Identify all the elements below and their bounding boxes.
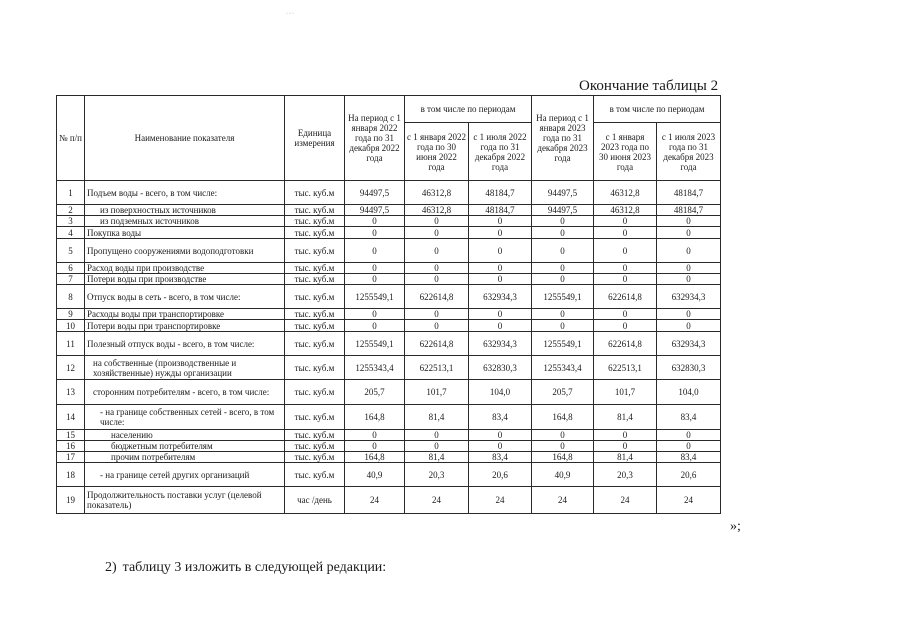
row-value: 0 xyxy=(532,216,594,227)
row-value: 101,7 xyxy=(594,380,657,405)
page-marker xyxy=(286,12,300,16)
row-value: 0 xyxy=(657,320,721,332)
row-indicator-name: населению xyxy=(85,430,285,441)
row-value: 0 xyxy=(594,274,657,285)
row-value: 0 xyxy=(594,430,657,441)
row-value: 0 xyxy=(405,239,469,263)
row-value: 0 xyxy=(594,227,657,239)
table-row xyxy=(57,320,721,332)
row-unit: тыс. куб.м xyxy=(285,263,345,274)
row-indicator-name: из подземных источников xyxy=(85,216,285,227)
row-value: 622513,1 xyxy=(594,356,657,380)
row-value: 0 xyxy=(532,430,594,441)
row-value: 1255549,1 xyxy=(532,332,594,356)
table-row xyxy=(57,430,721,441)
row-indicator-name: Покупка воды xyxy=(85,227,285,239)
row-value: 46312,8 xyxy=(405,181,469,205)
row-number: 14 xyxy=(57,405,85,430)
row-value: 0 xyxy=(405,216,469,227)
row-value: 0 xyxy=(532,274,594,285)
row-indicator-name: Расходы воды при транспортировке xyxy=(85,309,285,320)
row-value: 24 xyxy=(405,487,469,514)
row-value: 164,8 xyxy=(345,452,405,463)
row-value: 1255343,4 xyxy=(532,356,594,380)
row-value: 0 xyxy=(469,430,532,441)
amendment-paragraph xyxy=(105,560,386,576)
row-value: 0 xyxy=(405,274,469,285)
row-unit: тыс. куб.м xyxy=(285,430,345,441)
row-value: 24 xyxy=(469,487,532,514)
header-num: № п/п xyxy=(57,96,85,181)
header-h2-2023: с 1 июля 2023 года по 31 декабря 2023 года xyxy=(657,123,721,181)
header-group-2023: в том числе по периодам xyxy=(594,96,721,123)
row-number: 6 xyxy=(57,263,85,274)
row-value: 48184,7 xyxy=(469,205,532,216)
row-indicator-name: Полезный отпуск воды - всего, в том числе: xyxy=(85,332,285,356)
row-value: 0 xyxy=(469,320,532,332)
row-unit: тыс. куб.м xyxy=(285,274,345,285)
header-group-2022: в том числе по периодам xyxy=(405,96,532,123)
row-value: 48184,7 xyxy=(657,205,721,216)
row-value: 0 xyxy=(345,274,405,285)
row-number: 18 xyxy=(57,463,85,487)
table-row xyxy=(57,332,721,356)
row-value: 101,7 xyxy=(405,380,469,405)
row-value: 0 xyxy=(532,309,594,320)
table-row xyxy=(57,181,721,205)
row-unit: тыс. куб.м xyxy=(285,320,345,332)
row-value: 0 xyxy=(594,320,657,332)
header-h2-2022: с 1 июля 2022 года по 31 декабря 2022 года xyxy=(469,123,532,181)
row-value: 24 xyxy=(657,487,721,514)
row-value: 0 xyxy=(657,227,721,239)
row-value: 0 xyxy=(405,430,469,441)
row-value: 0 xyxy=(345,239,405,263)
row-indicator-name: сторонним потребителям - всего, в том числе: xyxy=(85,380,285,405)
row-value: 164,8 xyxy=(345,405,405,430)
row-value: 0 xyxy=(469,309,532,320)
row-number: 7 xyxy=(57,274,85,285)
row-indicator-name: Продолжительность поставки услуг (целевой показатель) xyxy=(85,487,285,514)
row-value: 40,9 xyxy=(532,463,594,487)
row-indicator-name: Потери воды при транспортировке xyxy=(85,320,285,332)
row-value: 81,4 xyxy=(594,405,657,430)
row-value: 24 xyxy=(345,487,405,514)
table-row xyxy=(57,285,721,309)
row-value: 632830,3 xyxy=(657,356,721,380)
table-row xyxy=(57,239,721,263)
header-period-2022: На период с 1 января 2022 года по 31 декабря 2022 года xyxy=(345,96,405,181)
row-value: 622614,8 xyxy=(594,285,657,309)
row-unit: тыс. куб.м xyxy=(285,380,345,405)
header-name: Наименование показателя xyxy=(85,96,285,181)
header-h1-2023: с 1 января 2023 года по 30 июня 2023 года xyxy=(594,123,657,181)
row-unit: тыс. куб.м xyxy=(285,356,345,380)
row-indicator-name: - на границе сетей других организаций xyxy=(85,463,285,487)
row-value: 0 xyxy=(657,216,721,227)
row-value: 81,4 xyxy=(594,452,657,463)
row-number: 10 xyxy=(57,320,85,332)
row-value: 81,4 xyxy=(405,452,469,463)
row-value: 0 xyxy=(594,441,657,452)
row-value: 83,4 xyxy=(657,405,721,430)
row-value: 0 xyxy=(405,309,469,320)
row-number: 9 xyxy=(57,309,85,320)
row-number: 3 xyxy=(57,216,85,227)
table-row xyxy=(57,216,721,227)
row-value: 20,3 xyxy=(405,463,469,487)
row-unit: час /день xyxy=(285,487,345,514)
row-value: 104,0 xyxy=(469,380,532,405)
row-value: 0 xyxy=(345,430,405,441)
table-row xyxy=(57,405,721,430)
row-unit: тыс. куб.м xyxy=(285,441,345,452)
row-value: 0 xyxy=(594,216,657,227)
row-value: 632934,3 xyxy=(469,332,532,356)
row-value: 164,8 xyxy=(532,452,594,463)
row-value: 0 xyxy=(594,309,657,320)
row-value: 0 xyxy=(469,216,532,227)
row-value: 1255549,1 xyxy=(345,285,405,309)
row-unit: тыс. куб.м xyxy=(285,227,345,239)
row-value: 0 xyxy=(345,227,405,239)
row-value: 0 xyxy=(405,227,469,239)
row-unit: тыс. куб.м xyxy=(285,452,345,463)
row-value: 94497,5 xyxy=(345,181,405,205)
row-value: 0 xyxy=(345,216,405,227)
row-value: 24 xyxy=(594,487,657,514)
table-row xyxy=(57,227,721,239)
row-number: 12 xyxy=(57,356,85,380)
row-value: 0 xyxy=(405,441,469,452)
row-value: 0 xyxy=(469,274,532,285)
row-value: 40,9 xyxy=(345,463,405,487)
row-unit: тыс. куб.м xyxy=(285,332,345,356)
row-value: 0 xyxy=(532,441,594,452)
row-value: 622614,8 xyxy=(594,332,657,356)
row-unit: тыс. куб.м xyxy=(285,285,345,309)
row-value: 622513,1 xyxy=(405,356,469,380)
row-value: 20,3 xyxy=(594,463,657,487)
row-number: 5 xyxy=(57,239,85,263)
row-value: 48184,7 xyxy=(657,181,721,205)
row-value: 0 xyxy=(469,239,532,263)
row-value: 0 xyxy=(469,441,532,452)
row-indicator-name: на собственные (производственные и хозяйственные) нужды организации xyxy=(85,356,285,380)
row-value: 48184,7 xyxy=(469,181,532,205)
row-value: 83,4 xyxy=(657,452,721,463)
row-number: 1 xyxy=(57,181,85,205)
header-h1-2022: с 1 января 2022 года по 30 июня 2022 года xyxy=(405,123,469,181)
row-value: 20,6 xyxy=(657,463,721,487)
data-table xyxy=(56,95,721,514)
row-indicator-name: из поверхностных источников xyxy=(85,205,285,216)
paragraph-number: 2) xyxy=(105,560,117,575)
row-indicator-name: Пропущено сооружениями водоподготовки xyxy=(85,239,285,263)
row-unit: тыс. куб.м xyxy=(285,405,345,430)
table-body xyxy=(57,181,721,514)
row-unit: тыс. куб.м xyxy=(285,205,345,216)
row-value: 632830,3 xyxy=(469,356,532,380)
row-value: 205,7 xyxy=(345,380,405,405)
table-row xyxy=(57,452,721,463)
table-row xyxy=(57,380,721,405)
row-value: 0 xyxy=(345,309,405,320)
row-number: 16 xyxy=(57,441,85,452)
row-value: 46312,8 xyxy=(405,205,469,216)
row-unit: тыс. куб.м xyxy=(285,239,345,263)
row-value: 0 xyxy=(469,263,532,274)
table-caption: Окончание таблицы 2 xyxy=(579,78,719,94)
row-value: 0 xyxy=(532,263,594,274)
row-value: 83,4 xyxy=(469,452,532,463)
table-row xyxy=(57,463,721,487)
row-value: 0 xyxy=(657,441,721,452)
row-value: 205,7 xyxy=(532,380,594,405)
row-value: 0 xyxy=(594,239,657,263)
row-value: 94497,5 xyxy=(345,205,405,216)
row-value: 46312,8 xyxy=(594,205,657,216)
row-value: 94497,5 xyxy=(532,205,594,216)
row-value: 0 xyxy=(532,227,594,239)
row-indicator-name: бюджетным потребителям xyxy=(85,441,285,452)
row-value: 81,4 xyxy=(405,405,469,430)
table-row xyxy=(57,274,721,285)
header-period-2023: На период с 1 января 2023 года по 31 декабря 2023 года xyxy=(532,96,594,181)
table-row xyxy=(57,309,721,320)
row-value: 0 xyxy=(532,320,594,332)
row-number: 8 xyxy=(57,285,85,309)
row-value: 0 xyxy=(657,430,721,441)
row-unit: тыс. куб.м xyxy=(285,463,345,487)
row-indicator-name: Расход воды при производстве xyxy=(85,263,285,274)
row-value: 1255343,4 xyxy=(345,356,405,380)
row-value: 1255549,1 xyxy=(345,332,405,356)
row-value: 0 xyxy=(657,239,721,263)
table-row xyxy=(57,441,721,452)
row-value: 24 xyxy=(532,487,594,514)
row-value: 0 xyxy=(405,320,469,332)
row-value: 104,0 xyxy=(657,380,721,405)
row-value: 0 xyxy=(345,263,405,274)
row-value: 20,6 xyxy=(469,463,532,487)
closing-quote-mark: »; xyxy=(730,519,741,534)
row-unit: тыс. куб.м xyxy=(285,181,345,205)
row-unit: тыс. куб.м xyxy=(285,309,345,320)
row-indicator-name: Подъем воды - всего, в том числе: xyxy=(85,181,285,205)
row-indicator-name: Отпуск воды в сеть - всего, в том числе: xyxy=(85,285,285,309)
row-number: 15 xyxy=(57,430,85,441)
row-value: 83,4 xyxy=(469,405,532,430)
row-value: 1255549,1 xyxy=(532,285,594,309)
row-value: 0 xyxy=(405,263,469,274)
row-value: 164,8 xyxy=(532,405,594,430)
row-value: 0 xyxy=(345,441,405,452)
row-indicator-name: - на границе собственных сетей - всего, в том числе: xyxy=(85,405,285,430)
row-value: 0 xyxy=(345,320,405,332)
row-value: 46312,8 xyxy=(594,181,657,205)
row-value: 632934,3 xyxy=(469,285,532,309)
row-number: 4 xyxy=(57,227,85,239)
table-row xyxy=(57,263,721,274)
row-value: 632934,3 xyxy=(657,332,721,356)
row-value: 0 xyxy=(469,227,532,239)
row-value: 0 xyxy=(594,263,657,274)
table-row xyxy=(57,487,721,514)
header-unit: Единица измерения xyxy=(285,96,345,181)
row-number: 19 xyxy=(57,487,85,514)
row-value: 622614,8 xyxy=(405,332,469,356)
row-value: 0 xyxy=(657,309,721,320)
row-value: 0 xyxy=(532,239,594,263)
row-value: 0 xyxy=(657,263,721,274)
row-number: 17 xyxy=(57,452,85,463)
row-value: 632934,3 xyxy=(657,285,721,309)
row-indicator-name: прочим потребителям xyxy=(85,452,285,463)
row-number: 2 xyxy=(57,205,85,216)
row-number: 11 xyxy=(57,332,85,356)
row-indicator-name: Потери воды при производстве xyxy=(85,274,285,285)
table-row xyxy=(57,356,721,380)
row-value: 0 xyxy=(657,274,721,285)
row-value: 94497,5 xyxy=(532,181,594,205)
row-value: 622614,8 xyxy=(405,285,469,309)
row-number: 13 xyxy=(57,380,85,405)
table-row xyxy=(57,205,721,216)
paragraph-text: таблицу 3 изложить в следующей редакции: xyxy=(122,560,387,575)
row-unit: тыс. куб.м xyxy=(285,216,345,227)
